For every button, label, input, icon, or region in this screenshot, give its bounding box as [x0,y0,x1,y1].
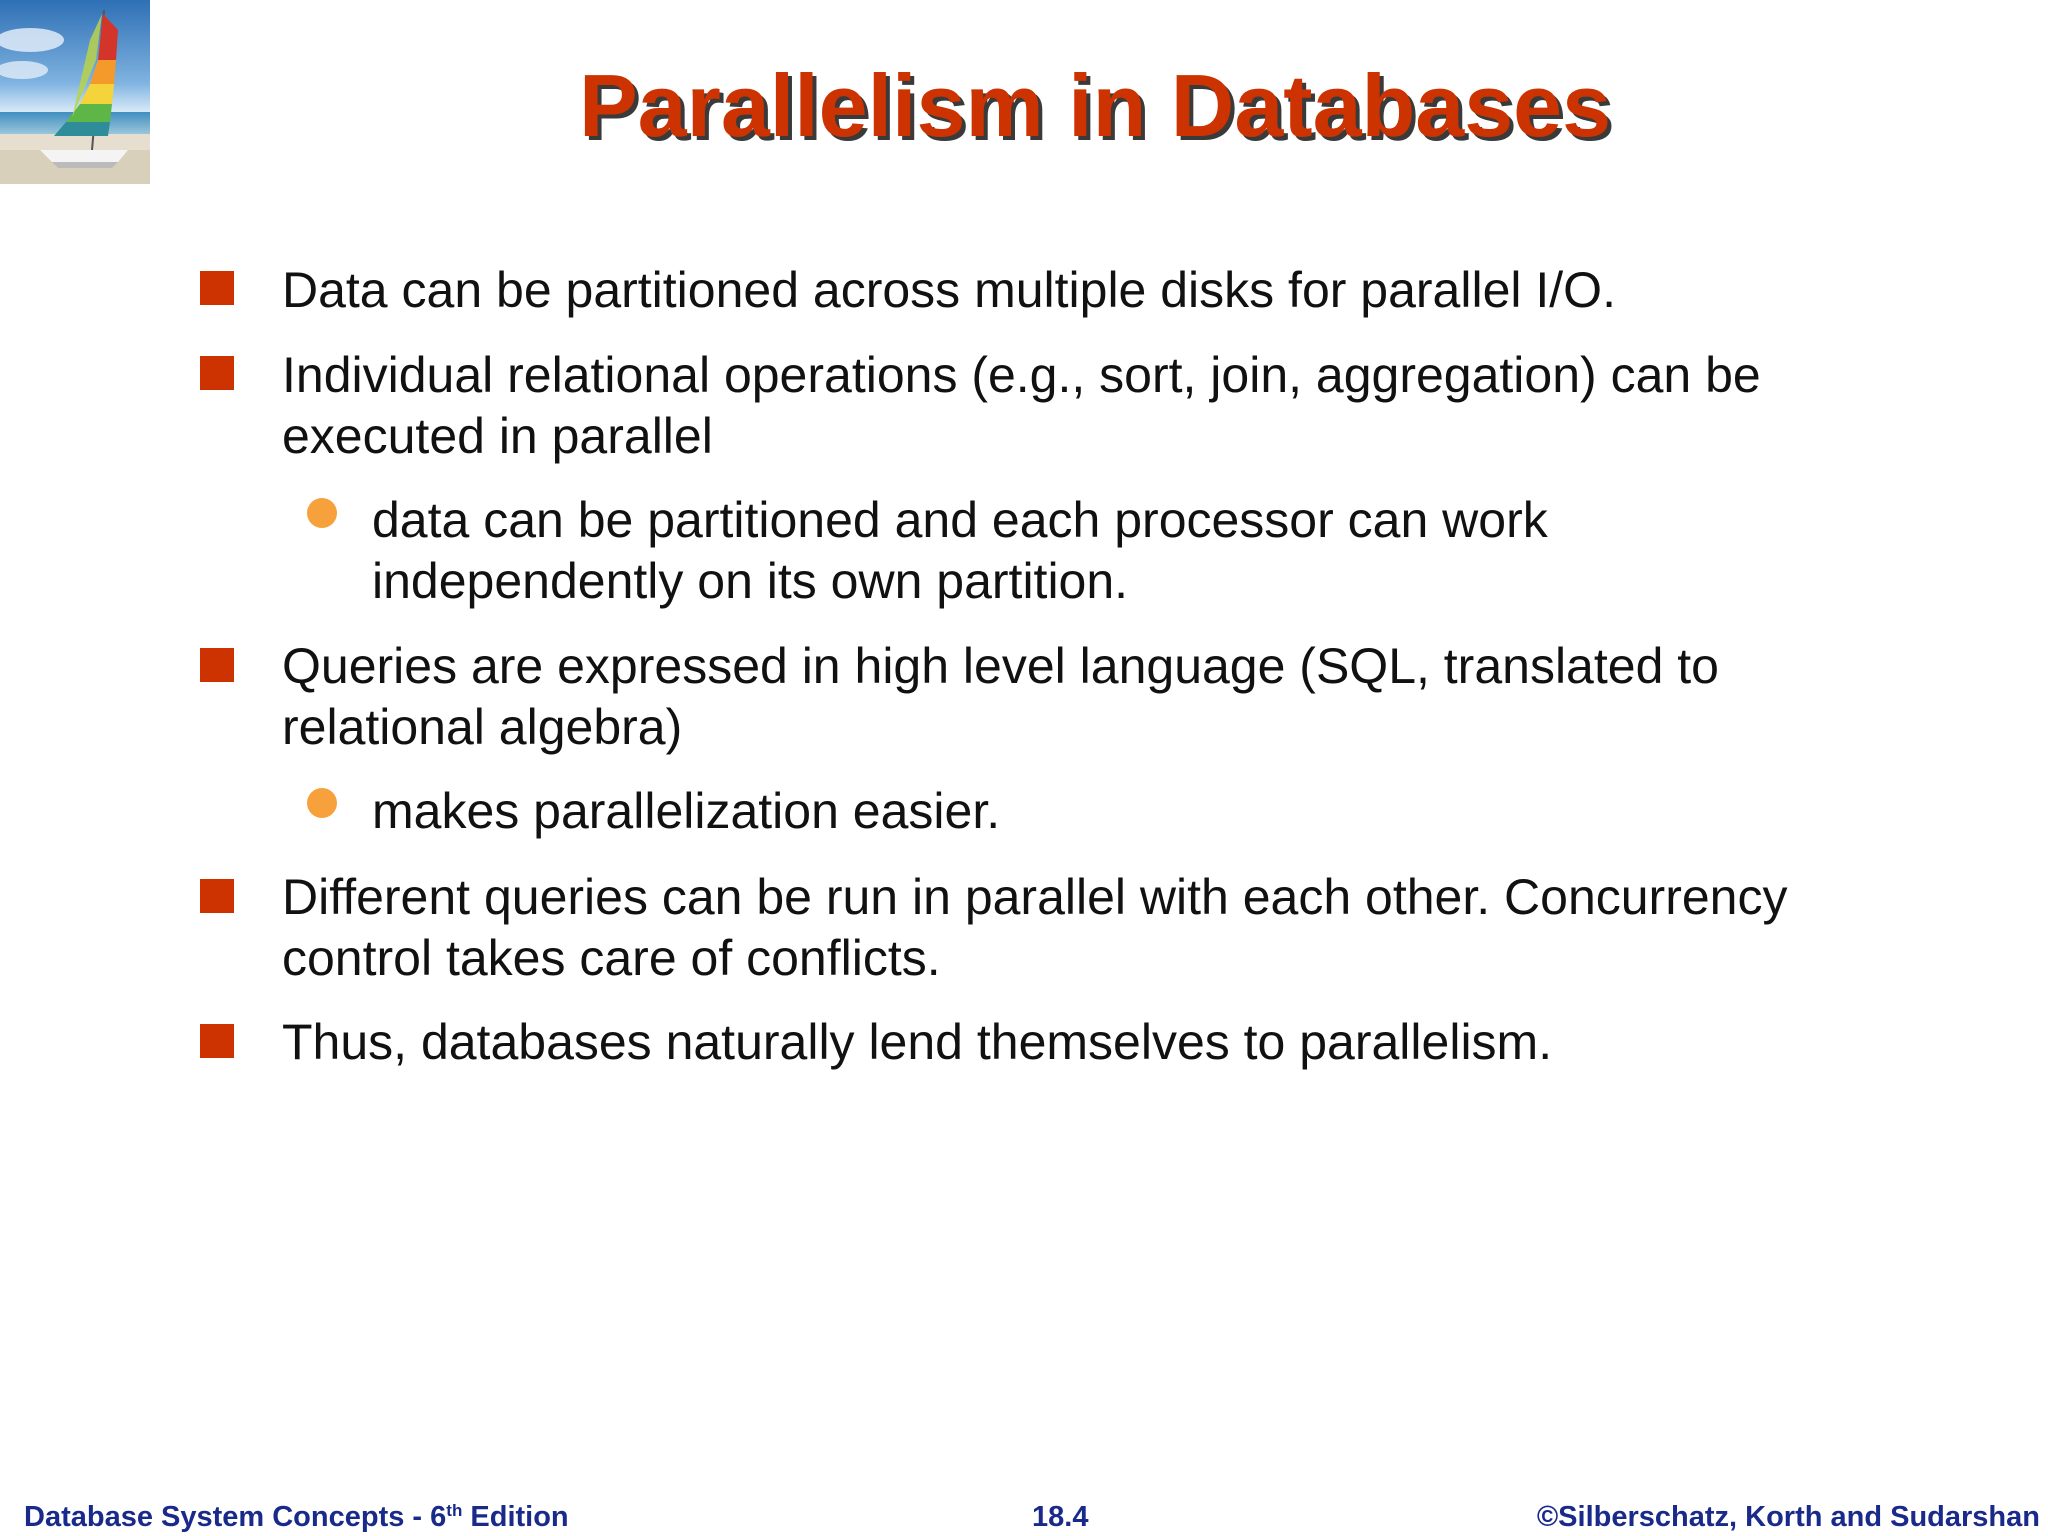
square-bullet-icon [200,1024,234,1058]
footer-book-title [24,1499,569,1535]
bullet-item: Different queries can be run in parallel with each other. Concurrency control takes care of conflicts. [282,869,1788,986]
footer-book-title-prefix: Database System Concepts - 6 [24,1501,447,1533]
bullet-item: Queries are expressed in high level language (SQL, translated to relational algebra) [282,638,1719,755]
slide-title: Parallelism in Databases [578,56,1612,155]
bullet-item: Individual relational operations (e.g., sort, join, aggregation) can be executed in parallel [282,347,1761,464]
circle-bullet-icon [307,788,337,818]
footer-book-title-suffix: Edition [462,1501,569,1533]
footer-page-number: 18.4 [1032,1501,1089,1533]
square-bullet-icon [200,648,234,682]
bullet-item: Thus, databases naturally lend themselves to parallelism. [282,1014,1553,1070]
footer-copyright: ©Silberschatz, Korth and Sudarshan [1536,1501,2040,1533]
circle-bullet-icon [307,498,337,528]
footer-edition-superscript: th [446,1501,463,1520]
square-bullet-icon [200,271,234,305]
square-bullet-icon [200,879,234,913]
sub-bullet-item: data can be partitioned and each processor can work independently on its own partition. [372,492,1548,609]
square-bullet-icon [200,356,234,390]
sub-bullet-item: makes parallelization easier. [372,783,1001,839]
bullet-item: Data can be partitioned across multiple disks for parallel I/O. [282,262,1616,318]
